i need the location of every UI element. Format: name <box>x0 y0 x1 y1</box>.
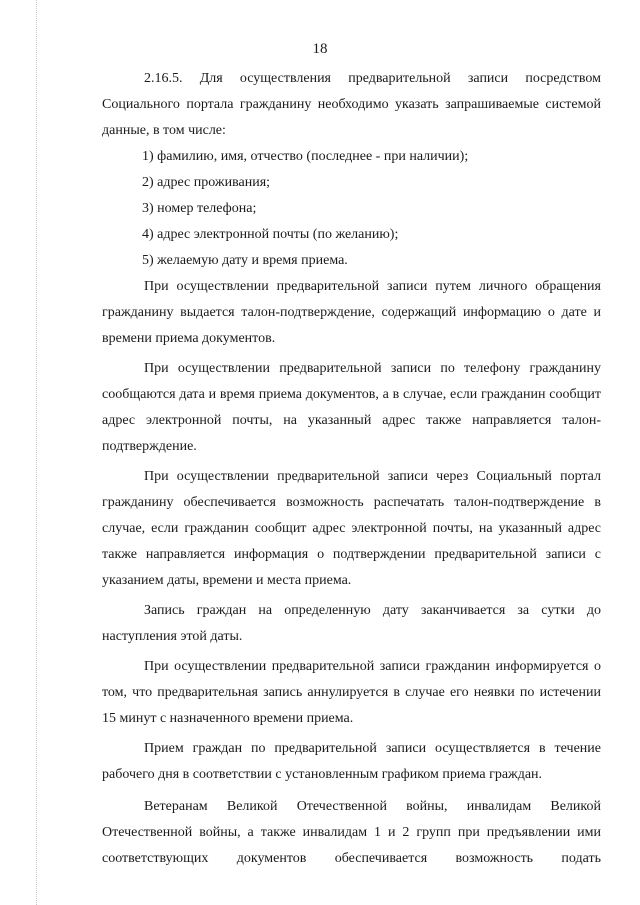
page-number: 18 <box>312 41 328 57</box>
list-item: 2) адрес проживания; <box>142 175 271 190</box>
list-item: 1) фамилию, имя, отчество (последнее - при наличии); <box>142 149 469 164</box>
paragraph-phone: При осуществлении предварительной записи по телефону гражданину сообщаются дата и время приема документов, а в случае, если гражданин сообщит адрес электронной почты, на указанный адрес также направляется талон-подтверждение. <box>102 361 601 454</box>
list-item: 4) адрес электронной почты (по желанию); <box>142 227 399 242</box>
required-data-list <box>102 144 601 274</box>
list-item: 5) желаемую дату и время приема. <box>142 253 348 268</box>
paragraph-deadline: Запись граждан на определенную дату заканчивается за сутки до наступления этой даты. <box>102 603 601 644</box>
paragraph-reception: Прием граждан по предварительной записи осуществляется в течение рабочего дня в соответствии с установленным графиком приема граждан. <box>102 741 601 782</box>
binding-edge-line <box>36 0 37 905</box>
intro-paragraph: 2.16.5. Для осуществления предварительной записи посредством Социального портала гражданину необходимо указать запрашиваемые системой данные, в том числе: <box>102 71 601 138</box>
paragraph-personal-visit: При осуществлении предварительной записи путем личного обращения гражданину выдается талон-подтверждение, содержащий информацию о дате и времени приема документов. <box>102 279 601 346</box>
paragraph-veterans: Ветеранам Великой Отечественной войны, инвалидам Великой Отечественной войны, а также инвалидам 1 и 2 групп при предъявлении ими соответствующих документов обеспечивается возможность подать <box>102 799 601 866</box>
document-body <box>102 66 601 872</box>
paragraph-portal: При осуществлении предварительной записи через Социальный портал гражданину обеспечивается возможность распечатать талон-подтверждение в случае, если гражданин сообщит адрес электронной почты, на указанный адрес также направляется информация о подтверждении предварительной записи с указанием даты, времени и места приема. <box>102 469 601 588</box>
list-item: 3) номер телефона; <box>142 201 257 216</box>
paragraph-cancellation: При осуществлении предварительной записи гражданин информируется о том, что предварительная запись аннулируется в случае его неявки по истечении 15 минут с назначенного времени приема. <box>102 659 601 726</box>
